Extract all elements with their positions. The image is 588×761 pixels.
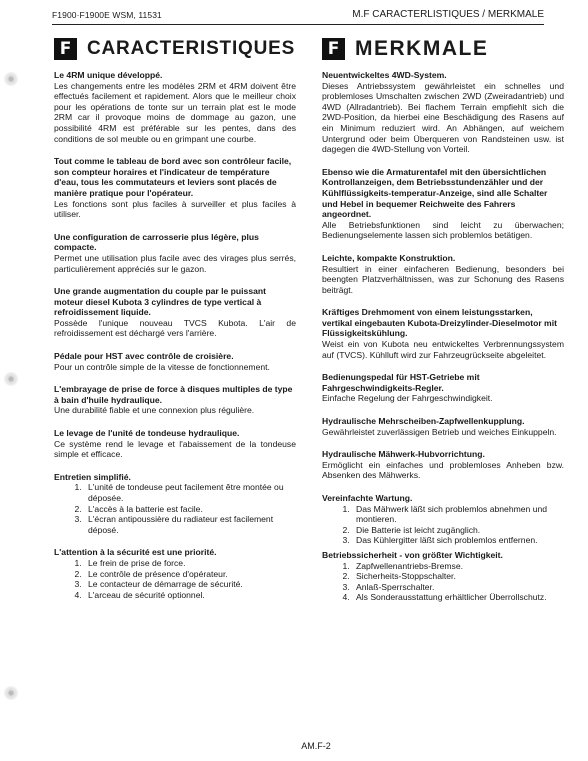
scan-mark: [4, 686, 18, 700]
list-item: 4. L'arceau de sécurité optionnel.: [84, 590, 296, 601]
maintenance-list: [54, 482, 296, 535]
section-body: Ce système rend le levage et l'abaissement de la tondeuse simple et efficace.: [54, 438, 296, 460]
section-body: Les changements entre les modèles 2RM et 4RM doivent être effectués facilement et rapidement. Alors que le meilleur choix pour les opérations de tonte sur un terrain plat est le mode 2RM car il provoque moins de dommage au gazon, une possibilité 4RM est préférable sur les pentes, dans des conditions de sol meuble ou en grimpant une courbe.: [54, 80, 296, 144]
section-body: Resultiert in einer einfacheren Bedienung, besonders bei beengten Platzverhältnissen, was zur Schonung des Rasens beiträgt.: [322, 263, 564, 295]
section-heading: Le levage de l'unité de tondeuse hydraulique.: [54, 428, 240, 439]
feature-section: [322, 372, 564, 404]
feature-section: [54, 351, 296, 372]
manual-reference: F1900·F1900E WSM, 11531: [52, 10, 162, 20]
feature-section: [322, 167, 564, 241]
list-item: 3. L'écran antipoussière du radiateur est facilement déposé.: [84, 514, 296, 535]
list-item: 2. Die Batterie ist leicht zugänglich.: [352, 525, 564, 536]
section-heading: Une grande augmentation du couple par le puissant moteur diesel Kubota 3 cylindres de type vertical à refroidissement liquide.: [54, 286, 267, 318]
section-body: Alle Betriebsfunktionen sind leicht zu überwachen; Bedienungselemente lassen sich problemlos betätigen.: [322, 219, 564, 241]
list-item: 2. Le contrôle de présence d'opérateur.: [84, 569, 296, 580]
safety-list: [322, 561, 564, 603]
feature-section: [54, 156, 296, 220]
section-heading: Hydraulische Mähwerk-Hubvorrichtung.: [322, 449, 485, 460]
section-heading: Neuentwickeltes 4WD-System.: [322, 70, 447, 80]
page-header: [52, 8, 544, 25]
section-body: Possède l'unique nouveau TVCS Kubota. L'air de refroidissement est déchargé vers l'arrière.: [54, 317, 296, 339]
section-heading: Tout comme le tableau de bord avec son contrôleur facile, son compteur horaires et l'indicateur de température d'eau, tous les commutateurs et leviers sont placés de manière pratique pour l'opérateur.: [54, 156, 292, 198]
french-column: [54, 38, 296, 612]
list-item: 4. Als Sonderausstattung erhältlicher Überrollschutz.: [352, 592, 564, 603]
feature-section: [322, 70, 564, 155]
section-body: Ermöglicht ein einfaches und problemloses Anheben bzw. Absenken des Mähwerks.: [322, 459, 564, 481]
french-title: [54, 38, 296, 60]
feature-section: [322, 416, 564, 437]
section-heading: Entretien simplifié.: [54, 471, 131, 482]
german-title: [322, 38, 564, 60]
section-heading: Betriebssicherheit - von größter Wichtigkeit.: [322, 549, 503, 560]
german-column: [322, 38, 564, 615]
french-title-text: CARACTERISTIQUES: [87, 37, 296, 59]
list-item: 1. Le frein de prise de force.: [84, 558, 296, 569]
scan-mark: [4, 372, 18, 386]
language-badge: F: [54, 38, 77, 60]
section-body: Les fonctions sont plus faciles à surveiller et plus faciles à utiliser.: [54, 198, 296, 220]
safety-section: [322, 550, 564, 603]
page-number: AM.F-2: [301, 741, 331, 751]
list-item: 1. L'unité de tondeuse peut facilement être montée ou déposée.: [84, 482, 296, 503]
section-heading: Leichte, kompakte Konstruktion.: [322, 252, 456, 263]
section-body: Pour un contrôle simple de la vitesse de fonctionnement.: [54, 361, 270, 372]
section-heading: Une configuration de carrosserie plus légère, plus compacte.: [54, 231, 259, 253]
section-body: Dieses Antriebssystem gewährleistet ein schnelles und problemloses Umschalten zwischen 2WD (Zweiradantrieb) und 4WD (Allradantrieb). Bei flachem Terrain empfiehlt sich die 2WD-Position, da hierbei eine Beschädigung des Rasens auf ein Minimum reduziert wird. An Abhängen, auf weichem Untergrund oder beim Überqueren von Randsteinen usw. ist dagegen die 4WD-Stellung von Vorteil.: [322, 80, 564, 155]
section-heading: Hydraulische Mehrscheiben-Zapfwellenkupplung.: [322, 416, 525, 427]
feature-section: [54, 428, 296, 460]
list-item: 2. Sicherheits-Stoppschalter.: [352, 571, 564, 582]
feature-section: [54, 286, 296, 339]
feature-section: [54, 70, 296, 144]
section-heading: Pédale pour HST avec contrôle de croisière.: [54, 351, 234, 362]
safety-list: [54, 558, 296, 600]
maintenance-list: [322, 504, 564, 546]
section-heading: L'attention à la sécurité est une priorité.: [54, 547, 217, 558]
section-heading: Bedienungspedal für HST-Getriebe mit Fahrgeschwindigkeits-Regler.: [322, 372, 480, 393]
maintenance-section: [54, 472, 296, 536]
german-title-text: MERKMALE: [355, 36, 489, 60]
feature-section: [54, 384, 296, 416]
section-body: Einfache Regelung der Fahrgeschwindigkeit.: [322, 393, 493, 404]
safety-section: [54, 547, 296, 600]
section-body: Permet une utilisation plus facile avec des virages plus serrés, particulièrement appréciés sur le gazon.: [54, 252, 296, 274]
section-heading: Ebenso wie die Armaturentafel mit den übersichtlichen Kontrollanzeigen, dem Betriebsstundenzähler und der Kühlflüssigkeits-temperatur-Anzeige, sind alle Schalter und Hebel in bequemer Reichweite des Fahrers angeordnet.: [322, 166, 548, 220]
scan-mark: [4, 72, 18, 86]
list-item: 3. Le contacteur de démarrage de sécurité.: [84, 579, 296, 590]
section-body: Weist ein von Kubota neu entwickeltes Verbrennungssystem auf (TVCS). Kühlluft wird zur Fahrzeugrückseite abgeleitet.: [322, 339, 564, 360]
language-badge: F: [322, 38, 345, 60]
section-heading: Le 4RM unique développé.: [54, 70, 163, 80]
section-body: Une durabilité fiable et une connexion plus régulière.: [54, 405, 255, 416]
section-heading: L'embrayage de prise de force à disques multiples de type à bain d'huile hydraulique.: [54, 384, 293, 405]
maintenance-section: [322, 493, 564, 546]
list-item: 3. Anlaß-Sperrschalter.: [352, 582, 564, 593]
section-body: Gewährleistet zuverlässigen Betrieb und weiches Einkuppeln.: [322, 426, 557, 437]
list-item: 3. Das Kühlergitter läßt sich problemlos entfernen.: [352, 535, 564, 546]
page-footer: [0, 741, 588, 751]
feature-section: [54, 232, 296, 274]
list-item: 1. Zapfwellenantriebs-Bremse.: [352, 561, 564, 572]
list-item: 2. L'accès à la batterie est facile.: [84, 504, 296, 515]
list-item: 1. Das Mähwerk läßt sich problemlos abnehmen und montieren.: [352, 504, 564, 525]
feature-section: [322, 253, 564, 295]
feature-section: [322, 307, 564, 360]
section-heading: Vereinfachte Wartung.: [322, 493, 413, 503]
feature-section: [322, 449, 564, 481]
section-title: M.F CARACTERLISTIQUES / MERKMALE: [352, 9, 544, 20]
section-heading: Kräftiges Drehmoment von einem leistungsstarken, vertikal eingebauten Kubota-Dreizylinder-Dieselmotor mit Flüssigkeitskühlung.: [322, 307, 557, 339]
